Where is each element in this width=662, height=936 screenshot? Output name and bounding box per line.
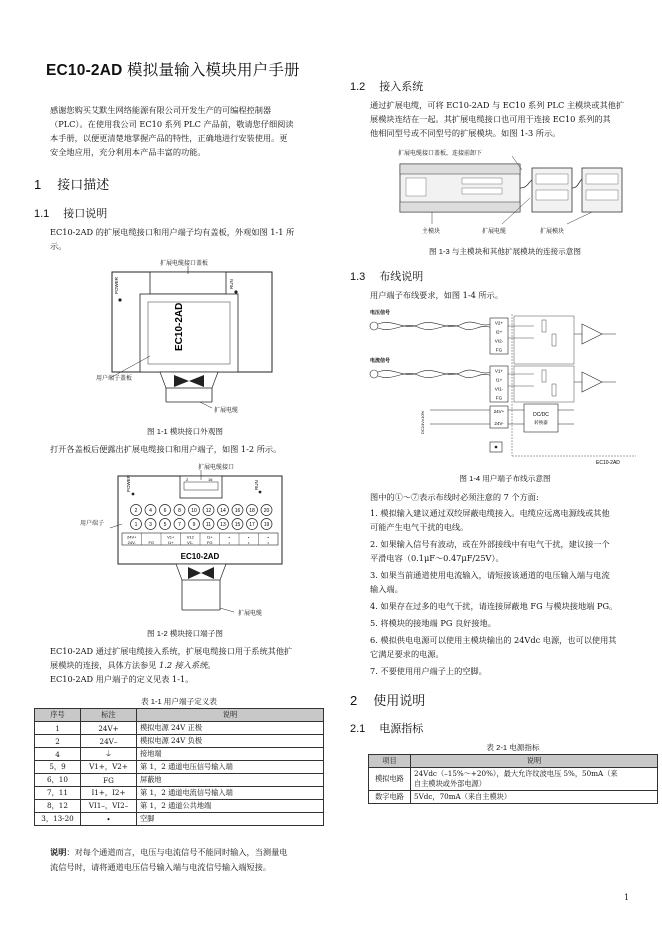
table-cell: 接地端 <box>137 748 324 761</box>
table-row <box>35 761 324 774</box>
fig11-label-cable: 扩展电缆 <box>214 408 239 414</box>
strip-label: V1+ <box>167 534 175 540</box>
terminal-number: 10 <box>191 508 197 514</box>
section-1-2-paragraph <box>370 98 650 140</box>
terminal-number: 20 <box>263 508 270 514</box>
wiring-note-line: 5. 将模块的接地端 PG 良好接地。 <box>370 618 496 628</box>
terminal-label: VI2- <box>494 338 504 344</box>
table-cell: I1+，I2+ <box>81 787 137 800</box>
table-row <box>35 748 324 761</box>
table-row <box>369 768 658 791</box>
table-1-1-terminal-definitions <box>34 708 324 826</box>
dcdc-label: DC/DC <box>533 412 549 418</box>
table-row <box>35 722 324 735</box>
strip-label: V12 <box>186 534 194 540</box>
section-1-1-paragraph-3 <box>50 644 330 686</box>
table-cell: 3，13-20 <box>35 813 81 826</box>
terminal-number: 11 <box>205 522 212 528</box>
table-cell: • <box>81 813 137 826</box>
amplifier-icon <box>582 372 602 392</box>
strip-label: I1+ <box>206 534 213 540</box>
table-row <box>35 800 324 813</box>
power-supply-label: DC24V±10% <box>420 410 425 434</box>
wiring-note-line: 3. 如果当前通道使用电流输入，请短接该通道的电压输入端与电流 <box>370 570 610 580</box>
terminal-number: 9 <box>192 522 196 528</box>
figure-1-4-caption: 图 1-4 用户端子布线示意图 <box>459 474 551 483</box>
para-line: 用户端子布线要求，如图 1-4 所示。 <box>370 290 504 300</box>
strip-label: FG <box>206 540 213 545</box>
terminal-number: 6 <box>163 508 167 514</box>
table-cell: 第 1，2 通道公共地端 <box>137 800 324 813</box>
table-header: 说明 <box>411 755 658 768</box>
amplifier-icon <box>582 324 602 344</box>
table-header: 说明 <box>137 709 324 722</box>
wiring-note-line: 它满足要求的电源。 <box>370 649 444 659</box>
port-pin-label: 2 <box>186 477 189 482</box>
intro-line: 安全地应用，充分利用本产品丰富的功能。 <box>50 147 206 157</box>
wiring-note-line: 7. 不要使用用户端子上的空脚。 <box>370 666 487 676</box>
strip-label: 24V+ <box>127 534 137 540</box>
terminal-number: 5 <box>163 522 167 528</box>
table-cell: 模拟电源 24V 负极 <box>137 735 324 748</box>
figure-1-2-terminal-diagram <box>100 470 310 620</box>
table-cell: 24Vdc（–15%～+20%），最大允许纹波电压 5%，50mA（来 自主模块或外部电源） <box>411 768 658 791</box>
table-2-1-power-specs <box>368 754 658 804</box>
power-led-icon <box>118 298 121 301</box>
document-title: EC10-2AD 模拟量输入模块用户手册 <box>46 62 300 79</box>
module-logo: EC10-2AD <box>174 302 185 351</box>
table-cell: 7，11 <box>35 787 81 800</box>
table-1-1-caption: 表 1-1 用户端子定义表 <box>141 697 217 706</box>
table-cell: 4 <box>35 748 81 761</box>
table-cell: FG <box>81 774 137 787</box>
table-row <box>35 735 324 748</box>
table-cell: 1 <box>35 722 81 735</box>
para-line: 通过扩展电缆，可将 EC10-2AD 与 EC10 系列 PLC 主模块或其他扩 <box>370 100 625 110</box>
fig12-label-terminal: 用户端子 <box>80 521 105 527</box>
note-paragraph <box>50 845 330 874</box>
section-1-heading: 1 接口描述 <box>34 177 110 192</box>
fig12-label-cable: 扩展电缆 <box>238 611 263 617</box>
intro-line: 本手册，以便更清楚地掌握产品的特性，正确地进行安装使用。更 <box>50 133 288 143</box>
table-cell: 第 1，2 通道电流信号输入端 <box>137 787 324 800</box>
terminal-label: V1+ <box>494 368 504 374</box>
strip-label: 24V- <box>127 540 136 545</box>
page-number: 1 <box>624 893 630 902</box>
table-header: 标注 <box>81 709 137 722</box>
strip-label: • <box>228 534 230 540</box>
intro-line: 感谢您购买艾默生网络能源有限公司开发生产的可编程控制器 <box>50 105 272 115</box>
terminal-number: 13 <box>220 522 226 528</box>
table-cell: 8，12 <box>35 800 81 813</box>
port-pin-label: 16 <box>208 477 213 482</box>
fig13-label-ext: 扩展模块 <box>540 229 565 235</box>
section-1-1-paragraph <box>50 225 320 253</box>
terminal-label: FG <box>495 395 503 401</box>
strip-label: • <box>248 534 250 540</box>
strip-label: I1+ <box>167 540 174 545</box>
para-line: 流信号时，请将通道电压信号输入端与电流信号输入端短接。 <box>50 862 272 872</box>
wiring-note-line: 2. 如果输入信号有波动，或在外部接线中有电气干扰，建议接一个 <box>370 539 610 549</box>
run-led-icon <box>234 290 237 293</box>
intro-line: （PLC）。在使用我公司 EC10 系列 PLC 产品前，敬请您仔细阅读 <box>50 119 294 129</box>
figure-1-2-caption: 图 1-2 模块接口端子图 <box>147 629 223 638</box>
table-cell: 数字电路 <box>369 791 411 804</box>
table-cell: 屏蔽地 <box>137 774 324 787</box>
strip-label: • <box>267 534 269 540</box>
table-cell: ⏚ <box>81 748 137 761</box>
fig12-label-port: 扩展电缆接口 <box>198 465 235 471</box>
strip-label: FG <box>148 540 155 545</box>
led-power-label: POWER <box>126 474 131 492</box>
terminal-number: 1 <box>134 522 138 528</box>
table-cell: 24V+ <box>81 722 137 735</box>
figure-1-1-caption: 图 1-1 模块接口外观图 <box>147 427 223 436</box>
section-1-3-paragraph <box>370 288 650 302</box>
para-line: 展模块连结在一起。其扩展电缆接口也可用于连接 EC10 系列的其 <box>370 114 611 124</box>
terminal-label: V2+ <box>494 320 504 326</box>
fig11-label-cover: 扩展电缆接口盖板 <box>160 261 209 267</box>
intro-paragraph <box>50 103 320 159</box>
wiring-note-line: 平滑电容（0.1μF～0.47μF/25V）。 <box>370 553 504 563</box>
para-line: 他相同型号或不同型号的扩展模块。如图 1-3 所示。 <box>370 128 561 138</box>
table-cell: 模拟电源 24V 正极 <box>137 722 324 735</box>
table-cell: VI1–，VI2– <box>81 800 137 813</box>
terminal-24v-plus: 24V+ <box>493 409 505 414</box>
channel-1-terminal-block <box>490 366 508 402</box>
terminal-number: 12 <box>205 508 212 514</box>
table-cell: 24V– <box>81 735 137 748</box>
module-logo: EC10-2AD <box>180 552 220 561</box>
strip-label: V1- <box>187 540 194 545</box>
terminal-number: 14 <box>220 508 226 514</box>
para-line: 打开各盖板后便露出扩展电缆接口和用户端子，如图 1-2 所示。 <box>50 444 282 454</box>
terminal-label: I1+ <box>495 377 503 383</box>
table-cell: V1+，V2+ <box>81 761 137 774</box>
terminal-number: 18 <box>249 508 255 514</box>
para-line: 示。 <box>50 241 67 251</box>
terminal-label: VI1- <box>494 386 504 392</box>
voltage-signal-label: 电压信号 <box>370 310 391 316</box>
strip-label: • <box>228 540 230 545</box>
table-cell: 5，9 <box>35 761 81 774</box>
fig11-label-terminal-cover: 用户端子盖板 <box>96 376 133 382</box>
figure-1-3-caption: 图 1-3 与主模块和其他扩展模块的连接示意图 <box>429 247 581 256</box>
section-2-1-heading: 2.1 电源指标 <box>350 723 424 735</box>
strip-label: • <box>267 540 269 545</box>
wiring-note-line: 可能产生电气干扰的电线。 <box>370 522 469 532</box>
dcdc-label: 转换器 <box>534 420 548 425</box>
para-line: 说明：对每个通道而言，电压与电流信号不能同时输入，当测量电 <box>50 847 288 857</box>
wiring-note-line: 输入端。 <box>370 584 403 594</box>
terminal-label: I2+ <box>495 329 503 335</box>
table-cell: 空脚 <box>137 813 324 826</box>
led-run-label: RUN <box>254 480 259 490</box>
terminal-number: 7 <box>178 522 181 528</box>
table-cell: 第 1，2 通道电压信号输入端 <box>137 761 324 774</box>
fig13-label-main: 主模块 <box>422 229 441 235</box>
table-row <box>369 791 658 804</box>
table-row <box>35 787 324 800</box>
fig13-label-cover: 扩展电缆接口盖板，连接前卸下 <box>398 151 483 157</box>
terminal-number: 4 <box>149 508 152 514</box>
table-row <box>35 774 324 787</box>
wiring-notes-intro: 图中的①～⑦表示布线时必须注意的 7 个方面: <box>370 492 539 502</box>
table-cell: 6，10 <box>35 774 81 787</box>
section-1-3-heading: 1.3 布线说明 <box>350 271 424 283</box>
terminal-label: FG <box>495 347 503 353</box>
wiring-note-line: 1. 模拟输入建议通过双绞屏蔽电缆接入。电缆应远离电源线或其他 <box>370 508 610 518</box>
wiring-note-line: 4. 如果存在过多的电气干扰，请连接屏蔽地 FG 与模块接地端 PG。 <box>370 601 618 611</box>
current-signal-label: 电流信号 <box>370 358 391 364</box>
terminal-number: 3 <box>149 522 152 528</box>
section-2-heading: 2 使用说明 <box>350 693 426 708</box>
terminal-number: 19 <box>263 522 270 528</box>
channel-2-terminal-block <box>490 318 508 354</box>
section-1-2-heading: 1.2 接入系统 <box>350 81 424 93</box>
table-row <box>35 813 324 826</box>
module-model-label: EC10-2AD <box>596 460 620 466</box>
para-line: 展模块的连接，具体方法参见 1.2 接入系统。 <box>50 660 216 670</box>
terminal-number: 8 <box>178 508 181 514</box>
led-run-label: RUN <box>229 279 234 289</box>
figure-1-1-module-appearance <box>90 256 300 416</box>
table-cell: 5Vdc，70mA（来自主模块） <box>411 791 658 804</box>
wiring-note-line: 6. 模拟供电电源可以使用主模块输出的 24Vdc 电源，也可以使用其 <box>370 635 617 645</box>
terminal-number: 2 <box>134 508 138 514</box>
cross-reference-link[interactable]: 1.2 接入系统 <box>159 660 208 670</box>
led-power-label: POWER <box>114 276 119 294</box>
terminal-24v-minus: 24V- <box>494 421 504 426</box>
wiring-notes <box>370 490 655 678</box>
figure-1-3-system-connection <box>392 148 642 234</box>
para-line: EC10-2AD 的扩展电缆接口和用户端子均有盖板，外观如图 1-1 所 <box>50 227 295 237</box>
section-1-1-paragraph-2 <box>50 442 320 456</box>
terminal-number: 16 <box>234 508 241 514</box>
table-header: 项目 <box>369 755 411 768</box>
terminal-number: 15 <box>234 522 241 528</box>
para-line: EC10-2AD 用户端子的定义见表 1-1。 <box>50 674 194 684</box>
strip-label: • <box>248 540 250 545</box>
terminal-number: 17 <box>249 522 255 528</box>
table-cell: 模拟电路 <box>369 768 411 791</box>
fig13-label-cable: 扩展电缆 <box>482 229 507 235</box>
table-2-1-caption: 表 2-1 电源指标 <box>486 743 540 752</box>
table-header: 序号 <box>35 709 81 722</box>
figure-1-4-wiring-diagram <box>364 306 644 468</box>
para-line: EC10-2AD 通过扩展电缆接入系统，扩展电缆接口用于系统其他扩 <box>50 646 293 656</box>
section-1-1-heading: 1.1 接口说明 <box>34 208 108 220</box>
table-cell: 2 <box>35 735 81 748</box>
